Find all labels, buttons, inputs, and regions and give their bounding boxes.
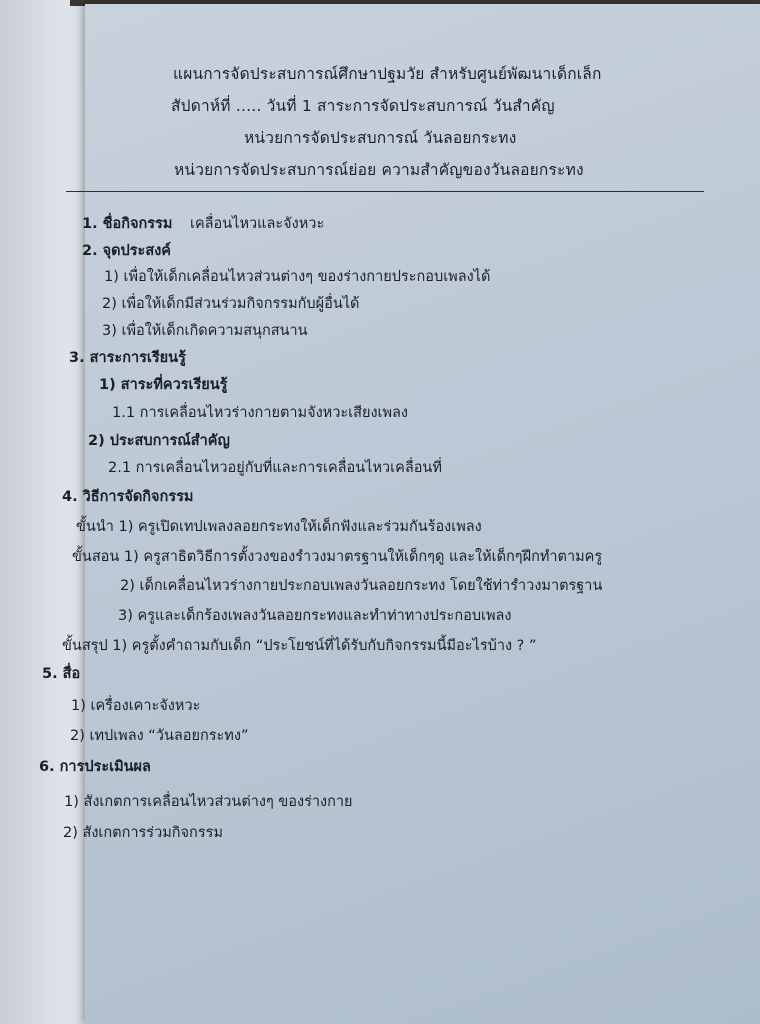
media-item: 1) เครื่องเคาะจังหวะ [71,698,201,714]
section-3-sub1-item: 1.1 การเคลื่อนไหวร่างกายตามจังหวะเสียงเพลง [112,405,409,421]
section-1-label: 1. ชื่อกิจกรรม [82,216,173,232]
section-5-label: 5. สื่อ [42,666,81,682]
header-line-2: สัปดาห์ที่ ..... วันที่ 1 สาระการจัดประสบการณ์ วันสำคัญ [171,97,555,115]
header-line-1: แผนการจัดประสบการณ์ศึกษาปฐมวัย สำหรับศูนย์พัฒนาเด็กเล็ก [173,65,602,83]
section-3-sub1-label: 1) สาระที่ควรเรียนรู้ [99,377,228,393]
media-item: 2) เทปเพลง “วันลอยกระทง” [70,728,249,744]
section-3-label: 3. สาระการเรียนรู้ [69,350,186,366]
procedure-line: ขั้นสอน 1) ครูสาธิตวิธีการตั้งวงของรำวงมาตรฐานให้เด็กๆดู และให้เด็กๆฝึกทำตามครู [72,549,603,565]
evaluation-item: 2) สังเกตการร่วมกิจกรรม [63,825,223,841]
underlying-page [0,0,95,1024]
section-6-label: 6. การประเมินผล [39,759,151,775]
section-3-sub2-item: 2.1 การเคลื่อนไหวอยู่กับที่และการเคลื่อนไหวเคลื่อนที่ [108,460,442,476]
header-divider [66,191,704,192]
section-1-value: เคลื่อนไหวและจังหวะ [190,216,325,232]
header-line-4: หน่วยการจัดประสบการณ์ย่อย ความสำคัญของวันลอยกระทง [174,161,584,179]
procedure-line: 2) เด็กเคลื่อนไหวร่างกายประกอบเพลงวันลอยกระทง โดยใช้ท่ารำวงมาตรฐาน [120,578,603,594]
section-2-label: 2. จุดประสงค์ [82,243,171,259]
objective-item: 3) เพื่อให้เด็กเกิดความสนุกสนาน [102,323,308,339]
procedure-line: ขั้นนำ 1) ครูเปิดเทปเพลงลอยกระทงให้เด็กฟังและร่วมกันร้องเพลง [76,519,482,535]
header-line-3: หน่วยการจัดประสบการณ์ วันลอยกระทง [244,129,517,147]
evaluation-item: 1) สังเกตการเคลื่อนไหวส่วนต่างๆ ของร่างกาย [64,794,353,810]
objective-item: 2) เพื่อให้เด็กมีส่วนร่วมกิจกรรมกับผู้อื่นได้ [102,296,360,312]
procedure-line: ขั้นสรุป 1) ครูตั้งคำถามกับเด็ก “ประโยชน์ที่ได้รับกับกิจกรรมนี้มีอะไรบ้าง ? ” [62,638,537,654]
procedure-line: 3) ครูและเด็กร้องเพลงวันลอยกระทงและทำท่าทางประกอบเพลง [118,608,512,624]
objective-item: 1) เพื่อให้เด็กเคลื่อนไหวส่วนต่างๆ ของร่างกายประกอบเพลงได้ [104,269,491,285]
section-3-sub2-label: 2) ประสบการณ์สำคัญ [88,433,230,449]
section-4-label: 4. วิธีการจัดกิจกรรม [62,489,194,505]
document-page [39,4,760,1024]
